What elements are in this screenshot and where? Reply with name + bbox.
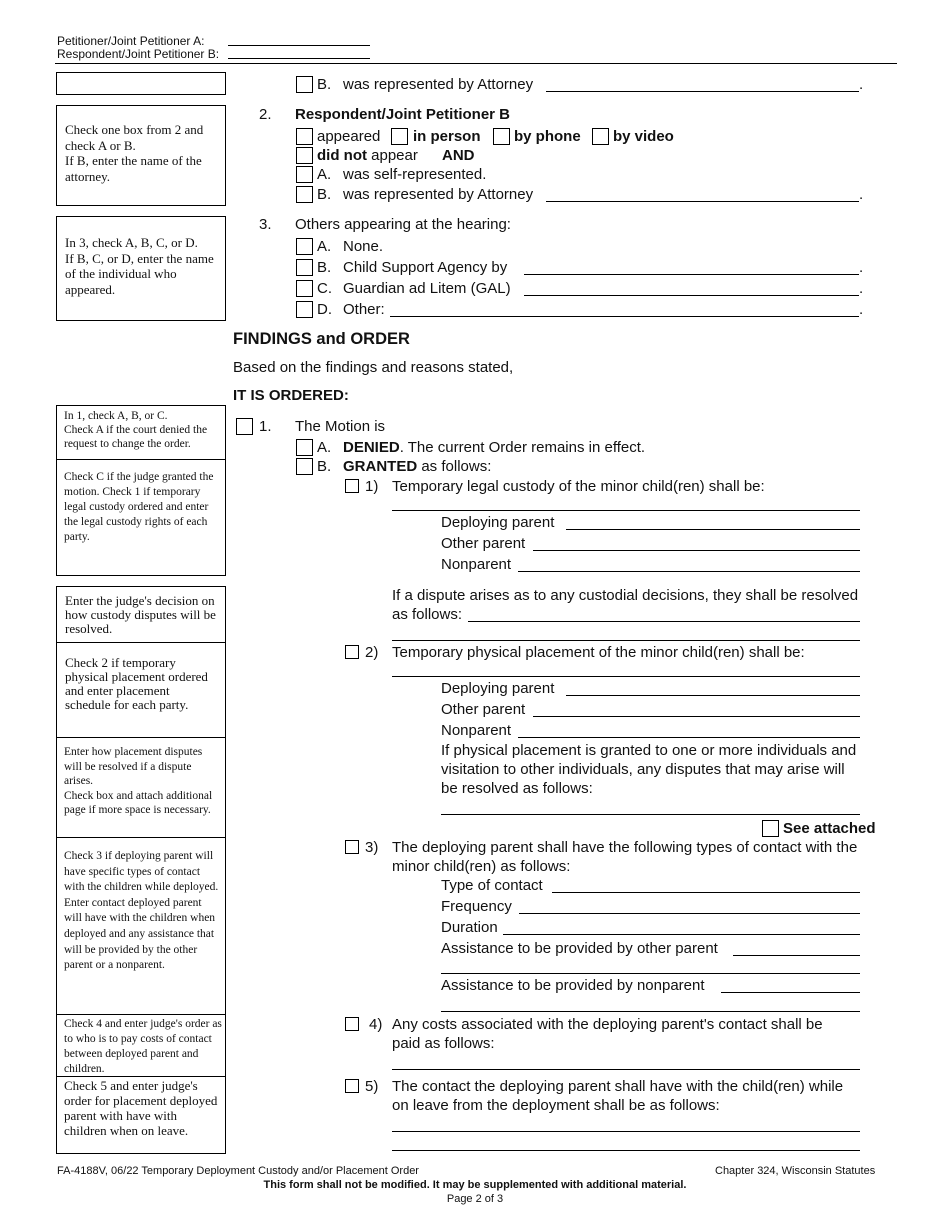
sidebar-text-costs: Check 4 and enter judge's order as to who is to pay costs of contact between deployed parent and children. (64, 1018, 222, 1075)
leave-field[interactable] (392, 1131, 860, 1132)
legal-other-field[interactable] (533, 550, 860, 551)
s2-in-person-checkbox[interactable] (391, 128, 408, 145)
phys-other-field[interactable] (533, 716, 860, 717)
header-divider (55, 63, 897, 64)
s1-b-checkbox[interactable] (296, 76, 313, 93)
deploying-parent-label: Deploying parent (441, 514, 555, 531)
s3-d-letter: D. (317, 301, 332, 318)
duration-field[interactable] (503, 934, 860, 935)
dispute-field-2[interactable] (392, 640, 860, 641)
duration-label: Duration (441, 919, 498, 936)
s2-b-text: was represented by Attorney (343, 186, 534, 203)
period: . (859, 186, 864, 203)
item-4-line-2: paid as follows: (392, 1035, 495, 1052)
nonparent-label: Nonparent (441, 556, 512, 573)
sidebar-divider (57, 459, 225, 460)
phys-line-3: be resolved as follows: (441, 780, 593, 797)
item-3-line-1: The deploying parent shall have the following types of contact with the (392, 839, 858, 856)
sidebar-text-order1a: In 1, check A, B, or C. Check A if the court denied the request to change the order. (64, 410, 208, 450)
order-a-letter: A. (317, 439, 332, 456)
s3-c-checkbox[interactable] (296, 280, 313, 297)
sidebar-box-order (56, 405, 226, 576)
respondent-field[interactable] (228, 58, 370, 59)
s2-by-phone-label: by phone (514, 128, 581, 145)
s2-did-not-checkbox[interactable] (296, 147, 313, 164)
leave-field-2[interactable] (392, 1150, 860, 1151)
order-a-checkbox[interactable] (296, 439, 313, 456)
assist-other-field[interactable] (733, 955, 860, 956)
physical-placement-field[interactable] (392, 676, 860, 677)
item-4-number: 4) (369, 1016, 383, 1033)
assist-nonparent-label: Assistance to be provided by nonparent (441, 977, 705, 994)
phys-nonparent-field[interactable] (518, 737, 860, 738)
order-a-text (343, 439, 645, 457)
sidebar-divider (57, 737, 225, 738)
sidebar-divider (57, 642, 225, 643)
assist-other-field-2[interactable] (441, 973, 860, 974)
item-1-text: Temporary legal custody of the minor child(ren) shall be: (392, 478, 765, 495)
other-parent-label: Other parent (441, 701, 526, 718)
s2-attorney-field[interactable] (546, 201, 859, 202)
order-1-checkbox[interactable] (236, 418, 253, 435)
item-2-checkbox[interactable] (345, 645, 359, 659)
order-1-number: 1. (259, 418, 272, 435)
s2-appeared-label: appeared (317, 128, 381, 145)
footer-form-id: FA-4188V, 06/22 Temporary Deployment Custody and/or Placement Order (57, 1165, 419, 1177)
s3-b-checkbox[interactable] (296, 259, 313, 276)
see-attached-checkbox[interactable] (762, 820, 779, 837)
frequency-label: Frequency (441, 898, 512, 915)
order-b-letter: B. (317, 458, 332, 475)
sidebar-text-leave: Check 5 and enter judge's order for placement deployed parent with have with children when on leave. (64, 1078, 218, 1138)
did-not-text: did not (317, 147, 367, 164)
item-2-number: 2) (365, 644, 379, 661)
assist-nonparent-field[interactable] (721, 992, 860, 993)
s2-and: AND (442, 147, 475, 164)
sidebar-text-order1b: Check C if the judge granted the motion. Check 1 if temporary legal custody ordered and enter the legal custody rights of each party. (64, 471, 214, 543)
s1-b-letter: B. (317, 76, 332, 93)
appear-text: appear (371, 147, 418, 164)
s2-by-video-label: by video (613, 128, 674, 145)
item-3-line-2: minor child(ren) as follows: (392, 858, 571, 875)
sidebar-empty-box (56, 72, 226, 95)
legal-nonparent-field[interactable] (518, 571, 860, 572)
denied-text: DENIED (343, 439, 400, 456)
granted-rest: as follows: (417, 458, 492, 475)
s3-a-checkbox[interactable] (296, 238, 313, 255)
footer-notice: This form shall not be modified. It may be supplemented with additional material. (263, 1179, 687, 1191)
phys-deploying-field[interactable] (566, 695, 860, 696)
order-motion: The Motion is (295, 418, 386, 435)
period: . (859, 301, 864, 318)
respondent-label: Respondent/Joint Petitioner B: (57, 47, 220, 61)
item-1-number: 1) (365, 478, 379, 495)
s2-in-person-label: in person (413, 128, 481, 145)
s1-b-text: was represented by Attorney (343, 76, 534, 93)
s2-appeared-checkbox[interactable] (296, 128, 313, 145)
footer-page: Page 2 of 3 (446, 1193, 504, 1205)
s3-b-letter: B. (317, 259, 332, 276)
period: . (859, 76, 864, 93)
type-of-contact-field[interactable] (552, 892, 860, 893)
legal-custody-field[interactable] (392, 510, 860, 511)
dispute-line-1: If a dispute arises as to any custodial decisions, they shall be resolved (392, 587, 859, 604)
item-2-text: Temporary physical placement of the minor child(ren) shall be: (392, 644, 805, 661)
s3-d-text: Other: (343, 301, 385, 318)
sidebar-text-disputes: Enter the judge's decision on how custody disputes will be resolved. (65, 593, 216, 636)
deploying-parent-label: Deploying parent (441, 680, 555, 697)
phys-line-1: If physical placement is granted to one or more individuals and (441, 742, 857, 759)
findings-based: Based on the findings and reasons stated, (233, 359, 514, 376)
granted-text: GRANTED (343, 458, 418, 475)
nonparent-label: Nonparent (441, 722, 512, 739)
s2-by-video-checkbox[interactable] (592, 128, 609, 145)
type-of-contact-label: Type of contact (441, 877, 543, 894)
costs-field[interactable] (392, 1069, 860, 1070)
order-b-checkbox[interactable] (296, 458, 313, 475)
s2-b-letter: B. (317, 186, 332, 203)
period: . (859, 259, 864, 276)
footer-statute: Chapter 324, Wisconsin Statutes (715, 1165, 876, 1177)
item-5-line-1: The contact the deploying parent shall have with the child(ren) while (392, 1078, 844, 1095)
item-5-line-2: on leave from the deployment shall be as follows: (392, 1097, 720, 1114)
item-4-line-1: Any costs associated with the deploying parent's contact shall be (392, 1016, 823, 1033)
assist-other-label: Assistance to be provided by other parent (441, 940, 718, 957)
findings-ordered: IT IS ORDERED: (233, 387, 349, 404)
s3-c-field[interactable] (524, 295, 859, 296)
s3-c-text: Guardian ad Litem (GAL) (343, 280, 511, 297)
order-b-text (343, 458, 491, 476)
findings-heading: FINDINGS and ORDER (233, 330, 410, 348)
period: . (859, 280, 864, 297)
s1-attorney-field[interactable] (546, 91, 859, 92)
s3-title: Others appearing at the hearing: (295, 216, 511, 233)
sidebar-box-main (56, 586, 226, 1154)
sidebar-text-2: Check one box from 2 and check A or B. If B, enter the name of the attorney. (65, 122, 204, 184)
sidebar-text-contact: Check 3 if deploying parent will have specific types of contact with the children while deployed. Enter contact deployed parent will have with the children when deployed and any assistance that will be provided by the other parent or a nonparent. (64, 850, 219, 972)
item-3-checkbox[interactable] (345, 840, 359, 854)
s2-number: 2. (259, 106, 272, 123)
legal-deploying-field[interactable] (566, 529, 860, 530)
s2-a-checkbox[interactable] (296, 166, 313, 183)
item-1-checkbox[interactable] (345, 479, 359, 493)
dispute-field[interactable] (468, 621, 860, 622)
s3-d-checkbox[interactable] (296, 301, 313, 318)
s2-b-checkbox[interactable] (296, 186, 313, 203)
s3-a-text: None. (343, 238, 384, 255)
s2-by-phone-checkbox[interactable] (493, 128, 510, 145)
sidebar-text-placement-disputes: Enter how placement disputes will be resolved if a dispute arises. Check box and attach additional page if more space is necessary. (64, 746, 213, 816)
item-5-checkbox[interactable] (345, 1079, 359, 1093)
petitioner-field[interactable] (228, 45, 370, 46)
phys-disputes-field[interactable] (441, 814, 860, 815)
sidebar-divider (57, 837, 225, 838)
dispute-line-2: as follows: (392, 606, 463, 623)
s3-b-text: Child Support Agency by (343, 259, 508, 276)
sidebar-divider (57, 1014, 225, 1015)
s2-a-text: was self-represented. (343, 166, 487, 183)
item-4-checkbox[interactable] (345, 1017, 359, 1031)
sidebar-text-3: In 3, check A, B, C, or D. If B, C, or D, enter the name of the individual who appeared. (65, 235, 214, 297)
s2-title: Respondent/Joint Petitioner B (295, 106, 511, 123)
sidebar-box-2 (56, 105, 226, 206)
s3-d-field[interactable] (390, 316, 859, 317)
see-attached-label: See attached (783, 820, 876, 837)
phys-line-2: visitation to other individuals, any disputes that may arise will (441, 761, 845, 778)
petitioner-label: Petitioner/Joint Petitioner A: (57, 34, 205, 48)
s3-number: 3. (259, 216, 272, 233)
other-parent-label: Other parent (441, 535, 526, 552)
sidebar-divider (57, 1076, 225, 1077)
sidebar-box-3 (56, 216, 226, 321)
item-3-number: 3) (365, 839, 379, 856)
frequency-field[interactable] (519, 913, 860, 914)
item-5-number: 5) (365, 1078, 379, 1095)
s3-b-field[interactable] (524, 274, 859, 275)
s2-a-letter: A. (317, 166, 332, 183)
sidebar-text-placement: Check 2 if temporary physical placement ordered and enter placement schedule for each party. (65, 655, 208, 712)
s2-did-not-label (317, 147, 418, 165)
s3-a-letter: A. (317, 238, 332, 255)
assist-nonparent-field-2[interactable] (441, 1011, 860, 1012)
denied-rest: . The current Order remains in effect. (399, 439, 646, 456)
s3-c-letter: C. (317, 280, 332, 297)
